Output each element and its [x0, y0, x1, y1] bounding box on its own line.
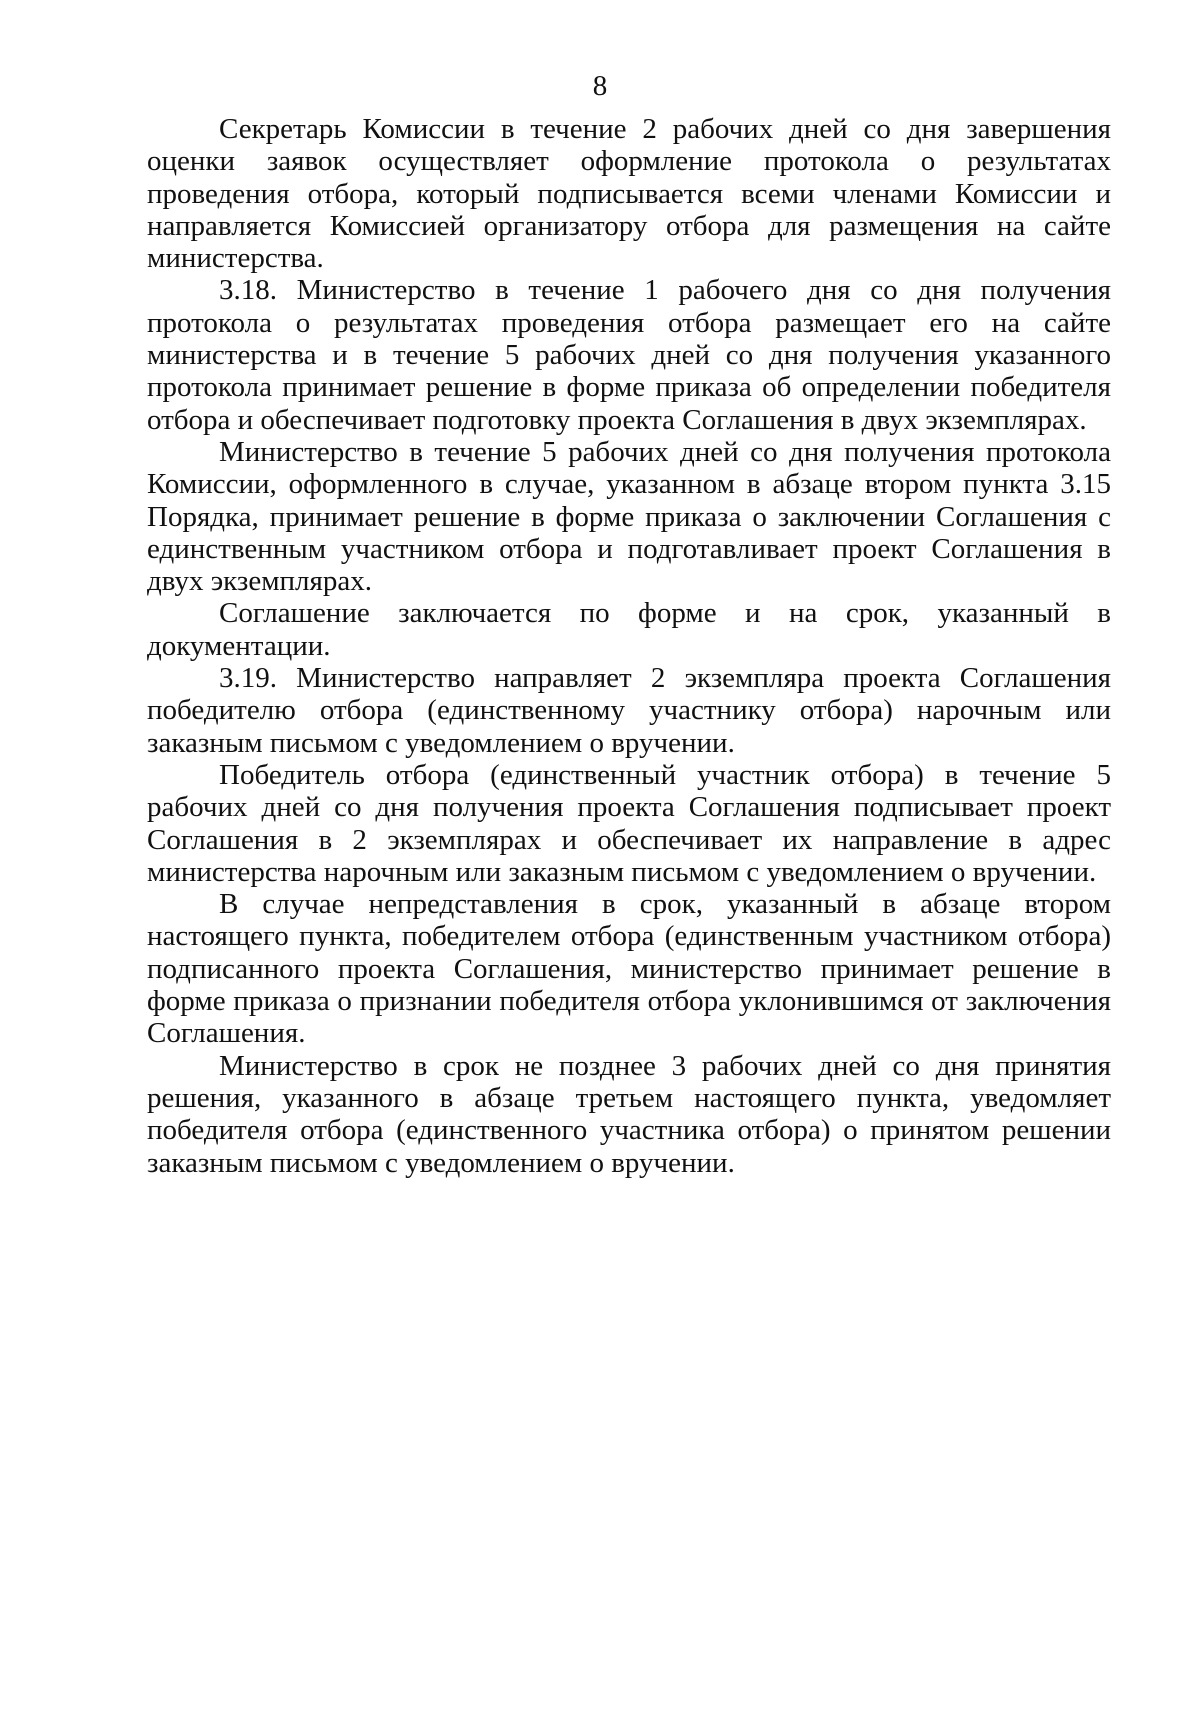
- paragraph-notification: Министерство в срок не позднее 3 рабочих дней со дня принятия решения, указанного в абзаце третьем настоящего пункта, уведомляет победителя отбора (единственного участника отбора) о принятом решении заказным письмом с уведомлением о вручении.: [147, 1049, 1111, 1179]
- page-number: 8: [592, 70, 608, 102]
- document-body: [147, 113, 1111, 1179]
- paragraph-3-19: 3.19. Министерство направляет 2 экземпляра проекта Соглашения победителю отбора (единственному участнику отбора) нарочным или заказным письмом с уведомлением о вручении.: [147, 662, 1111, 759]
- paragraph-secretary-protocol: Секретарь Комиссии в течение 2 рабочих дней со дня завершения оценки заявок осуществляет оформление протокола о результатах проведения отбора, который подписывается всеми членами Комиссии и направляется Комиссией организатору отбора для размещения на сайте министерства.: [147, 113, 1111, 275]
- paragraph-single-participant-order: Министерство в течение 5 рабочих дней со дня получения протокола Комиссии, оформленного в случае, указанном в абзаце втором пункта 3.15 Порядка, принимает решение в форме приказа о заключении Соглашения с единственным участником отбора и подготавливает проект Соглашения в двух экземплярах.: [147, 435, 1111, 598]
- paragraph-non-submission: В случае непредставления в срок, указанный в абзаце втором настоящего пункта, победителем отбора (единственным участником отбора) подписанного проекта Соглашения, министерство принимает решение в форме приказа о признании победителя отбора уклонившимся от заключения Соглашения.: [147, 888, 1111, 1050]
- paragraph-winner-signing: Победитель отбора (единственный участник отбора) в течение 5 рабочих дней со дня получения проекта Соглашения подписывает проект Соглашения в 2 экземплярах и обеспечивает их направление в адрес министерства нарочным или заказным письмом с уведомлением о вручении.: [147, 758, 1111, 888]
- paragraph-agreement-form: Соглашение заключается по форме и на срок, указанный в документации.: [147, 597, 1111, 662]
- paragraph-3-18: 3.18. Министерство в течение 1 рабочего дня со дня получения протокола о результатах проведения отбора размещает его на сайте министерства и в течение 5 рабочих дней со дня получения указанного протокола принимает решение в форме приказа об определении победителя отбора и обеспечивает подготовку проекта Соглашения в двух экземплярах.: [147, 274, 1111, 436]
